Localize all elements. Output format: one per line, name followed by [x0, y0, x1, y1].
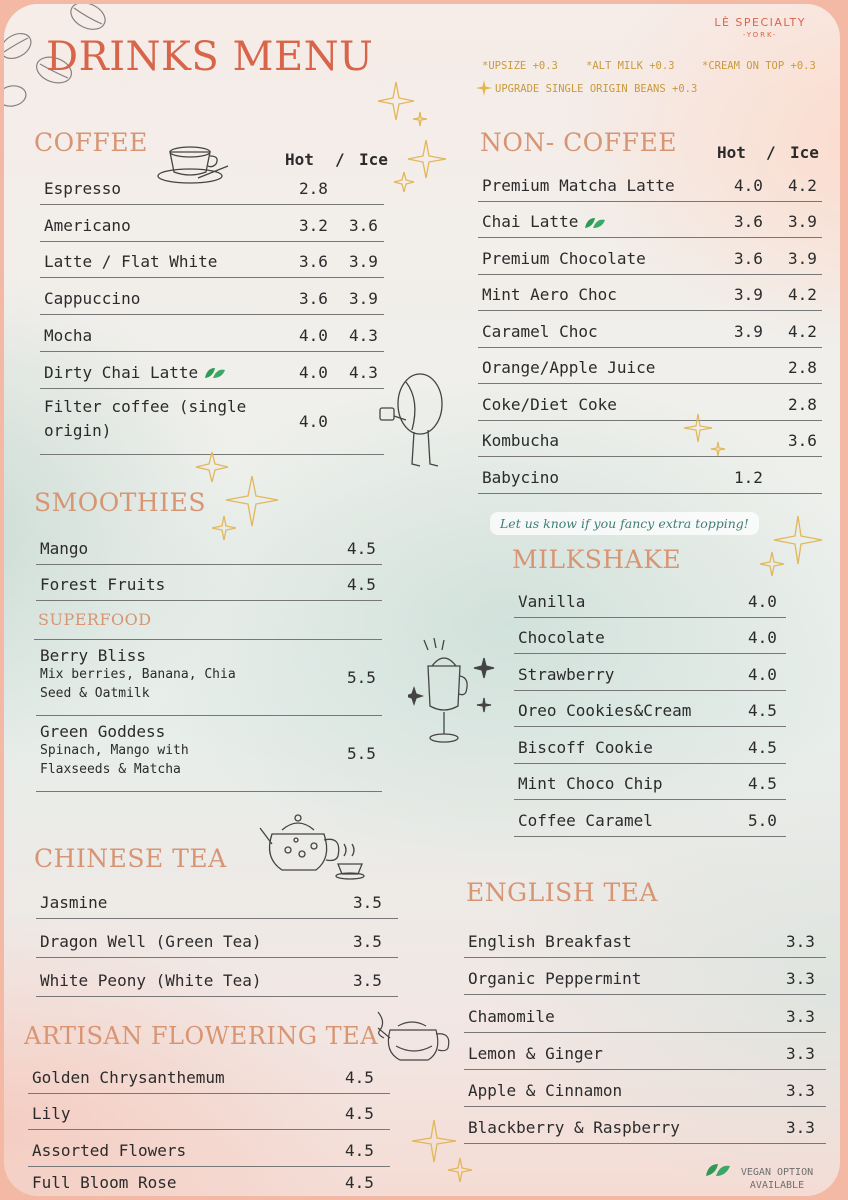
menu-item-name — [44, 395, 246, 443]
brand-logo — [714, 16, 806, 39]
menu-item-name — [44, 216, 131, 235]
extra-cream: *CREAM ON TOP +0.3 — [702, 60, 816, 72]
menu-item-name — [518, 665, 614, 684]
menu-item-name — [32, 1173, 177, 1192]
menu-item-name-text: Golden Chrysanthemum — [32, 1067, 225, 1087]
menu-item-name — [482, 395, 617, 414]
menu-item-row — [514, 691, 786, 728]
section-title-smoothies: SMOOTHIES — [34, 488, 206, 517]
menu-item-name-text: Mint Aero Choc — [482, 285, 617, 304]
menu-item-name — [482, 249, 646, 268]
menu-item-row — [40, 352, 384, 389]
price: 5.0 — [748, 810, 777, 830]
menu-item-name — [518, 701, 691, 720]
menu-item-name — [482, 285, 617, 304]
menu-item-name — [518, 774, 663, 793]
menu-item-row — [40, 205, 384, 242]
section-title-artisan-tea: ARTISAN FLOWERING TEA — [24, 1022, 379, 1050]
menu-item-name-text: Chai Latte — [482, 212, 579, 231]
menu-item-row — [36, 880, 398, 919]
menu-item-name — [482, 431, 559, 450]
vegan-leaf-icon — [584, 217, 606, 229]
brand-name: LÈ SPECIALTY — [714, 16, 806, 29]
menu-item-name-text: Latte / Flat White — [44, 252, 218, 272]
sparkle-icon — [748, 512, 828, 582]
menu-item-row — [478, 457, 822, 494]
menu-item-name-text: English Breakfast — [468, 932, 632, 952]
menu-item-name-text: Mint Choco Chip — [518, 774, 663, 793]
brand-location: -YORK- — [743, 31, 778, 39]
menu-item-name-text: Premium Matcha Latte — [482, 175, 675, 195]
menu-item-row — [478, 202, 822, 239]
price: 3.3 — [786, 1043, 815, 1063]
menu-item-name-text: Full Bloom Rose — [32, 1172, 177, 1192]
menu-item-name — [482, 468, 559, 487]
extra-topping-note: Let us know if you fancy extra topping! — [490, 512, 759, 535]
milkshake-glass-icon — [408, 636, 498, 756]
column-slash: / — [766, 143, 776, 162]
menu-item-row — [514, 581, 786, 618]
menu-item-row — [478, 421, 822, 458]
menu-item-row — [36, 919, 398, 958]
section-title-english-tea: ENGLISH TEA — [466, 878, 658, 907]
menu-item-name — [44, 326, 92, 345]
menu-item-name — [40, 971, 262, 990]
menu-item-name-text: Vanilla — [518, 591, 586, 611]
vegan-note — [722, 1166, 832, 1192]
menu-item-name-text: Lily — [32, 1104, 71, 1123]
menu-item-name-text: Coffee Caramel — [518, 810, 653, 830]
price-ice: 3.6 — [788, 431, 817, 450]
price: 4.5 — [347, 538, 376, 558]
price: 5.5 — [347, 744, 376, 763]
menu-item-name — [44, 252, 217, 271]
price-hot: 2.8 — [299, 178, 328, 198]
menu-item-name — [468, 1118, 680, 1137]
menu-item-row — [514, 654, 786, 691]
menu-item-name-text: Lemon & Ginger — [468, 1043, 603, 1063]
menu-item-row — [478, 348, 822, 385]
price-hot: 3.6 — [299, 289, 328, 309]
teapot-icon — [258, 810, 368, 882]
menu-item-name-text: Chamomile — [468, 1006, 555, 1026]
menu-item-name — [518, 628, 605, 647]
price: 3.3 — [786, 1080, 815, 1100]
menu-item-name-text: Filter coffee (single — [44, 396, 247, 416]
menu-item-name — [468, 1007, 555, 1026]
menu-item-name-text: Kombucha — [482, 431, 560, 450]
menu-item-description: Seed & Oatmilk — [40, 686, 150, 701]
price-hot: 4.0 — [734, 175, 763, 195]
menu-item-name-text: Green Goddess — [40, 722, 166, 741]
price-ice: 3.9 — [788, 212, 817, 231]
menu-item-row — [40, 168, 384, 205]
menu-item-name — [468, 969, 641, 988]
price: 4.5 — [345, 1067, 374, 1087]
price-hot: 1.2 — [734, 467, 763, 487]
price-ice: 3.9 — [349, 252, 378, 272]
menu-item-row — [28, 1094, 390, 1131]
menu-item-row — [514, 800, 786, 837]
menu-item-name-text: Cappuccino — [44, 289, 141, 309]
column-ice-label: Ice — [359, 150, 388, 169]
menu-item-name — [468, 932, 632, 951]
menu-item-name-text: Dirty Chai Latte — [44, 362, 199, 382]
menu-item-name-text: Forest Fruits — [40, 575, 166, 594]
menu-item-name — [518, 811, 653, 830]
menu-item-name-text: Assorted Flowers — [32, 1140, 187, 1160]
menu-item-name — [518, 592, 585, 611]
menu-item-name-text: Biscoff Cookie — [518, 737, 653, 757]
menu-item-name — [44, 179, 121, 198]
price-ice: 2.8 — [788, 358, 817, 377]
menu-item-name-text: Premium Chocolate — [482, 248, 646, 268]
price: 4.0 — [748, 591, 777, 611]
menu-item-name-text: Dragon Well (Green Tea) — [40, 932, 262, 951]
menu-item-name-text: White Peony (White Tea) — [40, 971, 262, 990]
price-hot: 4.0 — [299, 411, 328, 431]
price: 3.3 — [786, 1118, 815, 1138]
menu-item-name-text: Mocha — [44, 325, 93, 345]
sparkle-icon — [476, 80, 492, 96]
price: 4.5 — [345, 1104, 374, 1123]
section-title-coffee: COFFEE — [34, 128, 148, 157]
price-ice: 4.2 — [788, 285, 817, 304]
sparkle-icon — [410, 1116, 480, 1186]
menu-item-row — [478, 384, 822, 421]
price: 4.5 — [748, 737, 777, 757]
page-title: DRINKS MENU — [46, 34, 374, 80]
menu-item-name — [44, 363, 226, 382]
menu-item-description: Flaxseeds & Matcha — [40, 762, 181, 777]
menu-item-name — [482, 322, 598, 341]
menu-item-name-text: Espresso — [44, 178, 122, 198]
menu-item-row — [464, 995, 826, 1032]
menu-item-description: Spinach, Mango with — [40, 743, 189, 758]
menu-item-row — [36, 716, 382, 792]
menu-item-name — [40, 932, 262, 951]
menu-item-name — [40, 646, 236, 703]
coffee-bean-mascot-icon — [376, 370, 450, 470]
price-ice: 4.2 — [788, 321, 817, 341]
menu-item-row — [478, 238, 822, 275]
menu-item-name-text: Jasmine — [40, 893, 108, 912]
menu-item-name-text: Mango — [40, 538, 89, 558]
price-hot: 3.2 — [299, 215, 328, 235]
menu-item-name-text: Americano — [44, 215, 131, 235]
vegan-leaf-icon — [204, 367, 226, 379]
menu-item-name-text: Coke/Diet Coke — [482, 394, 617, 414]
menu-item-row — [40, 389, 384, 455]
price-hot: 4.0 — [299, 325, 328, 345]
menu-item-name-text: Berry Bliss — [40, 646, 146, 665]
price: 3.5 — [353, 893, 382, 912]
menu-item-name-text: Organic Peppermint — [468, 969, 642, 989]
menu-item-row — [478, 165, 822, 202]
menu-item-row — [28, 1130, 390, 1167]
menu-item-row — [464, 958, 826, 995]
column-hot-label: Hot — [717, 143, 746, 162]
price-hot: 3.6 — [299, 252, 328, 272]
price-ice: 3.6 — [349, 215, 378, 235]
column-ice-label: Ice — [790, 143, 819, 162]
price-ice: 3.9 — [788, 248, 817, 268]
menu-item-row — [514, 727, 786, 764]
section-title-milkshake: MILKSHAKE — [512, 545, 682, 574]
menu-item-name — [468, 1044, 603, 1063]
price-ice: 4.3 — [349, 325, 378, 345]
menu-item-name-text: Babycino — [482, 467, 560, 487]
section-title-non-coffee: NON- COFFEE — [480, 128, 677, 157]
price: 3.3 — [786, 932, 815, 952]
price: 4.5 — [748, 701, 777, 720]
extra-upgrade-beans: UPGRADE SINGLE ORIGIN BEANS +0.3 — [495, 83, 698, 95]
menu-item-name-text: Chocolate — [518, 628, 605, 647]
vegan-note-line2: AVAILABLE — [749, 1180, 805, 1191]
price-hot: 4.0 — [299, 362, 328, 382]
menu-item-name — [482, 212, 606, 231]
price-hot: 3.9 — [734, 285, 763, 304]
menu-item-row — [464, 1070, 826, 1107]
menu-item-row — [514, 618, 786, 655]
column-hot-label: Hot — [285, 150, 314, 169]
menu-item-row — [478, 311, 822, 348]
menu-item-row — [28, 1167, 390, 1197]
menu-item-row — [464, 1107, 826, 1144]
menu-page — [4, 4, 840, 1196]
price-hot: 3.6 — [734, 248, 763, 268]
price: 4.0 — [748, 628, 777, 647]
price-ice: 3.9 — [349, 289, 378, 309]
menu-item-name-text: Blackberry & Raspberry — [468, 1118, 680, 1138]
menu-item-row — [28, 1057, 390, 1094]
sparkle-icon — [680, 412, 730, 462]
price: 5.5 — [347, 668, 376, 687]
price: 4.5 — [347, 575, 376, 594]
price: 4.0 — [748, 664, 777, 684]
menu-item-name — [32, 1068, 225, 1087]
menu-item-name — [44, 289, 140, 308]
menu-item-row — [36, 528, 382, 565]
extra-alt-milk: *ALT MILK +0.3 — [586, 60, 675, 72]
menu-item-name — [482, 358, 655, 377]
menu-item-row — [514, 764, 786, 801]
menu-item-name — [40, 539, 88, 558]
price: 3.5 — [353, 971, 382, 990]
price: 4.5 — [748, 774, 777, 793]
price: 4.5 — [345, 1172, 374, 1192]
price: 3.5 — [353, 932, 382, 951]
menu-item-name-text: Strawberry — [518, 664, 615, 684]
section-title-chinese-tea: CHINESE TEA — [34, 844, 227, 873]
menu-item-name — [40, 893, 107, 912]
price: 4.5 — [345, 1140, 374, 1160]
price: 3.3 — [786, 1006, 815, 1026]
menu-item-name — [40, 575, 165, 594]
menu-item-name-text: Apple & Cinnamon — [468, 1080, 623, 1100]
extra-upsize: *UPSIZE +0.3 — [482, 60, 558, 72]
menu-item-name — [482, 176, 675, 195]
price-ice: 4.3 — [349, 362, 378, 382]
menu-item-name-text: Orange/Apple Juice — [482, 358, 656, 377]
menu-item-name — [40, 722, 189, 779]
menu-item-row — [40, 242, 384, 279]
price-hot: 3.6 — [734, 212, 763, 231]
vegan-note-line1: VEGAN OPTION — [740, 1167, 814, 1178]
section-title-superfood: SUPERFOOD — [38, 610, 152, 629]
menu-item-row — [36, 958, 398, 997]
price: 3.3 — [786, 969, 815, 989]
menu-item-row — [40, 278, 384, 315]
menu-item-row — [464, 1033, 826, 1070]
column-slash: / — [335, 150, 345, 169]
menu-item-name — [32, 1104, 71, 1123]
price-hot: 3.9 — [734, 321, 763, 341]
price-ice: 2.8 — [788, 394, 817, 414]
sparkle-icon — [374, 80, 454, 200]
menu-item-name-text: Oreo Cookies&Cream — [518, 701, 692, 720]
menu-item-row — [40, 315, 384, 352]
price-ice: 4.2 — [788, 175, 817, 195]
menu-item-description: Mix berries, Banana, Chia — [40, 667, 236, 682]
menu-item-name — [518, 738, 653, 757]
menu-item-row — [478, 275, 822, 312]
menu-item-row — [36, 640, 382, 716]
menu-item-name — [32, 1141, 186, 1160]
menu-item-name-text: origin) — [44, 420, 112, 440]
menu-item-name — [468, 1081, 622, 1100]
menu-item-name-text: Caramel Choc — [482, 321, 598, 341]
menu-item-row — [36, 565, 382, 602]
menu-item-row — [464, 921, 826, 958]
